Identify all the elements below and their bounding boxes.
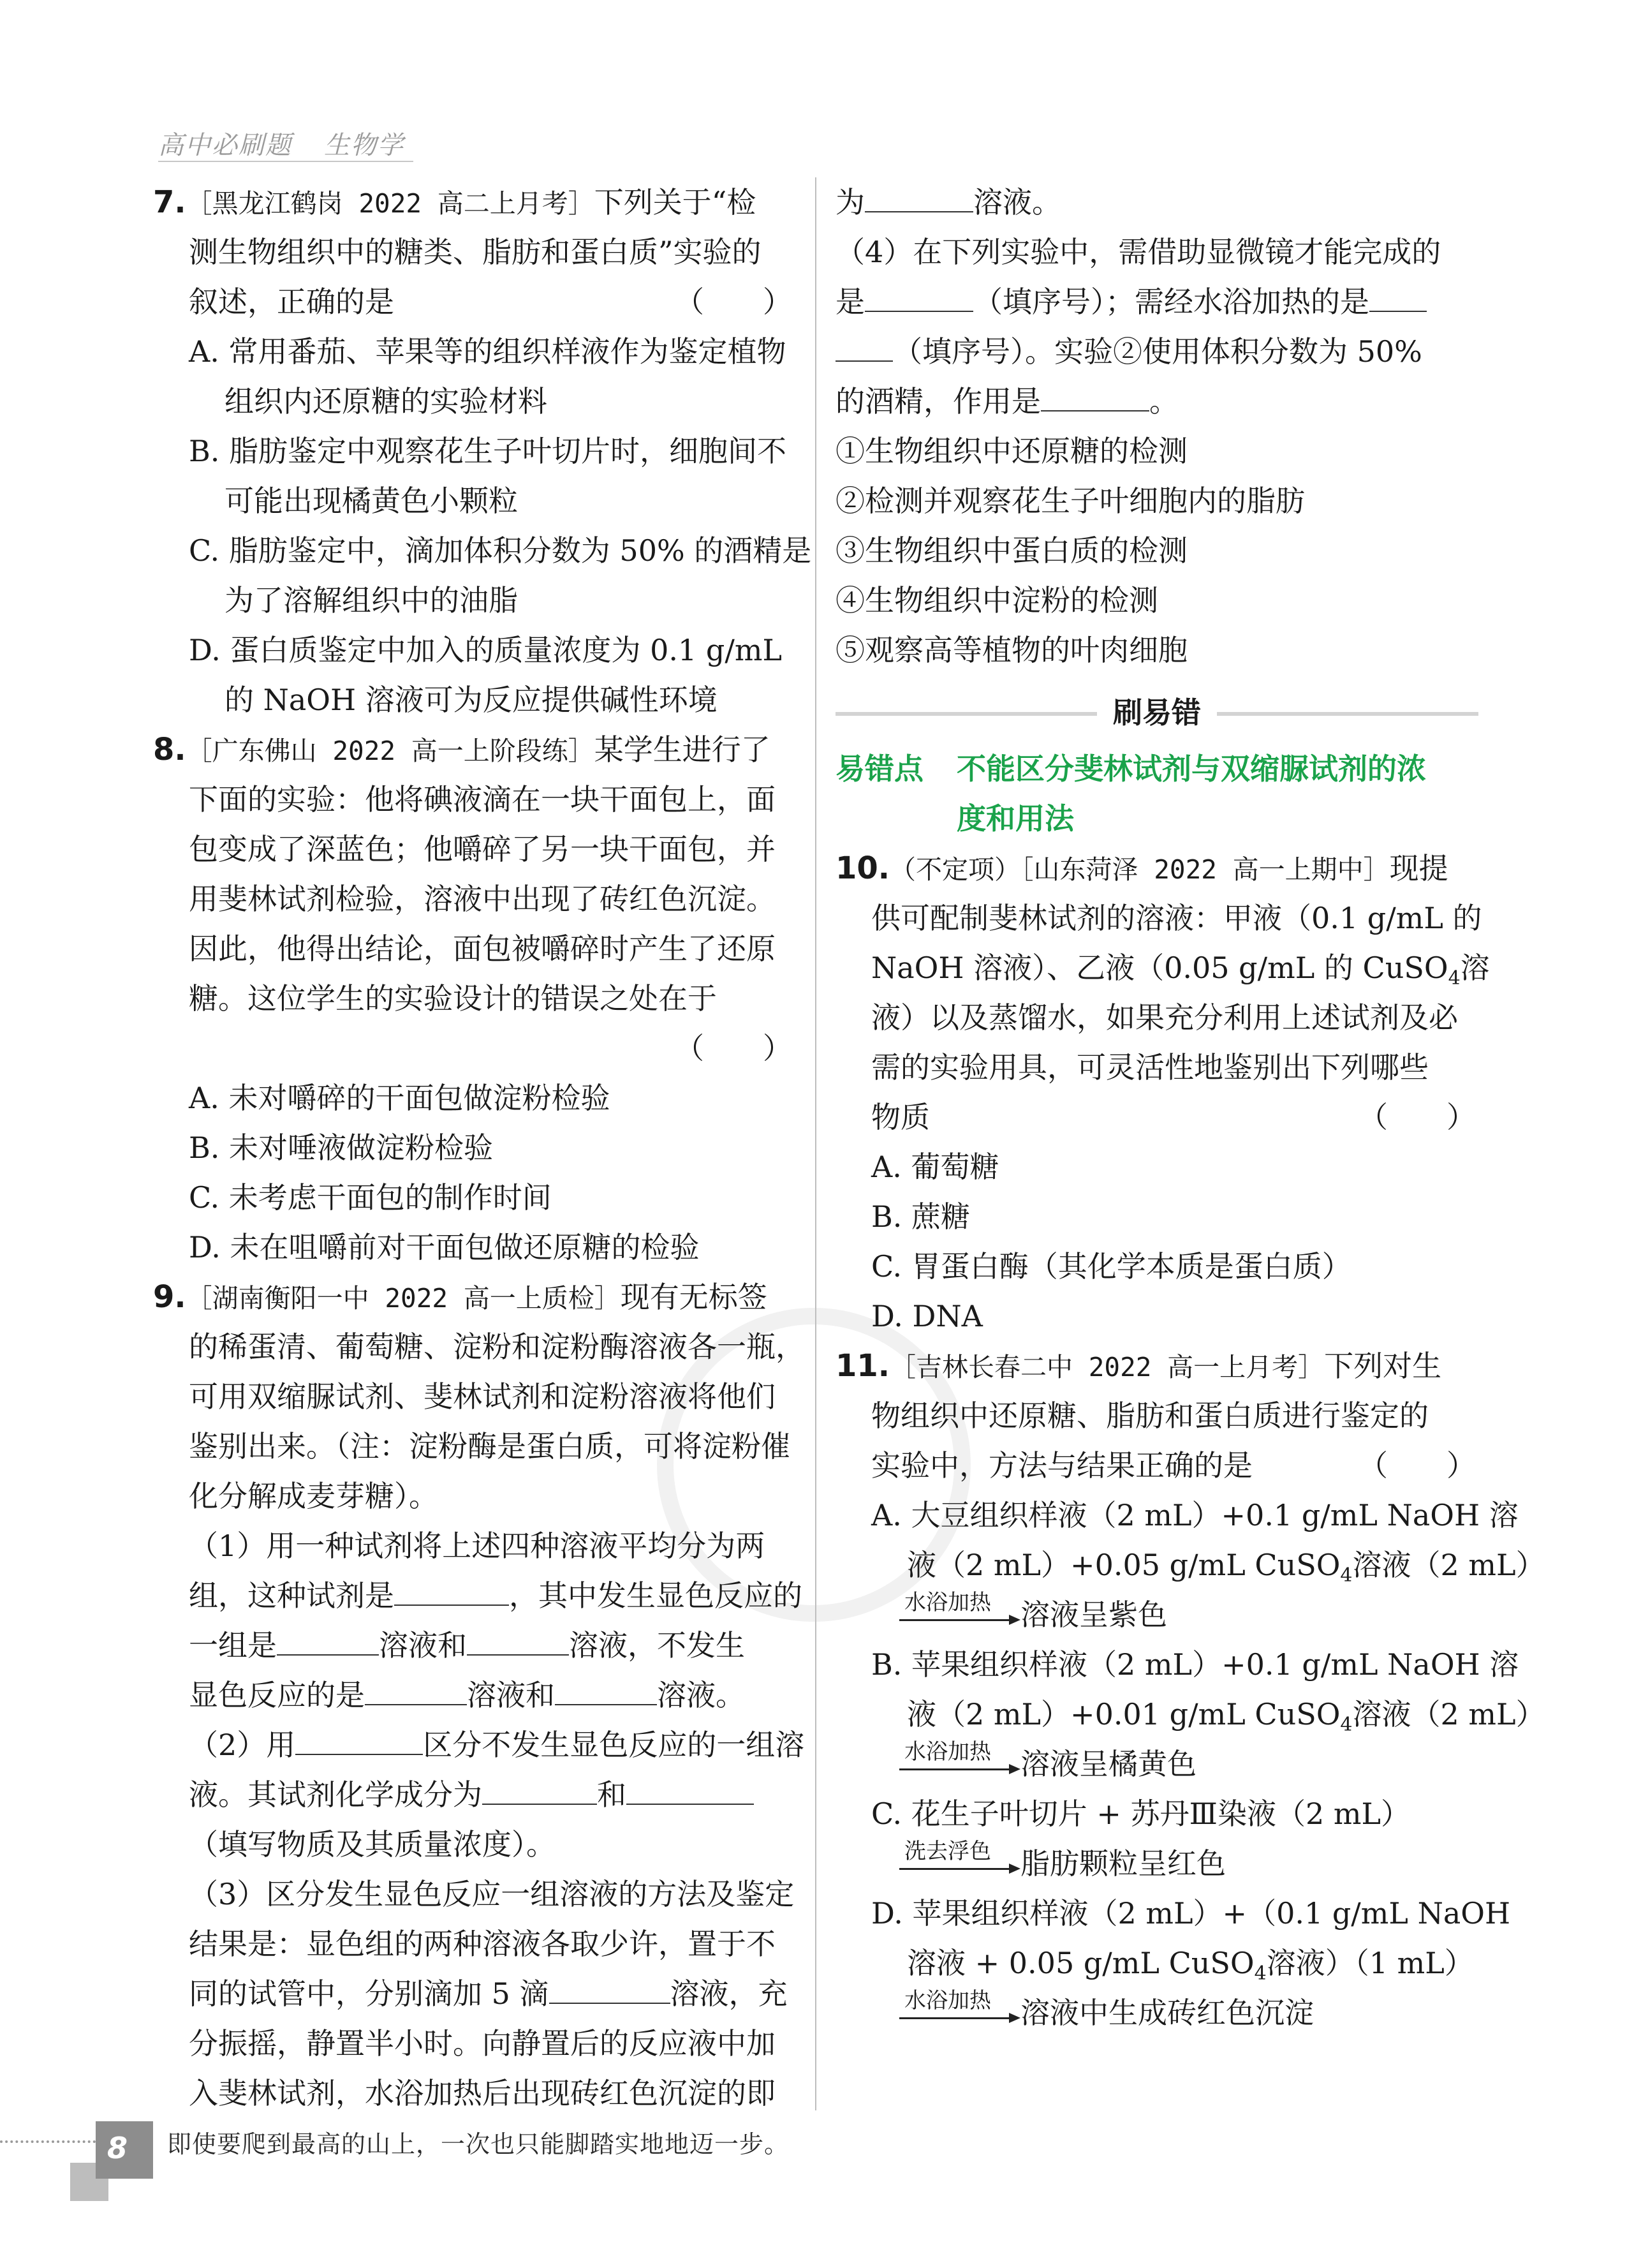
q9-p2-line-2: 液。其试剂化学成分为 和 [153, 1770, 795, 1820]
q9-line-2: 的稀蛋清、葡萄糖、淀粉和淀粉酶溶液各一瓶， [189, 1330, 805, 1364]
answer-paren: （ ） [675, 1031, 792, 1065]
q7-option-c: C. 脂肪鉴定中，滴加体积分数为 50% 的酒精是 [189, 533, 812, 568]
section-title: 刷易错 [1113, 695, 1201, 730]
fill-blank[interactable] [394, 1576, 509, 1606]
q7-option-c-cont: 为了溶解组织中的油脂 [225, 583, 518, 618]
reaction-arrow: 水浴加热 [899, 1739, 1020, 1789]
q8-line-3: 包变成了深蓝色；他嚼碎了另一块干面包，并 [189, 832, 776, 866]
q9-p1-line-3: 一组是 溶液和 溶液，不发生 [153, 1620, 795, 1670]
q7-option-b: B. 脂肪鉴定中观察花生子叶切片时，细胞间不 [189, 434, 787, 468]
q11-option-d-reaction: 水浴加热 溶液中生成砖红色沉淀 [836, 1988, 1478, 2038]
q9-p3-line-4: 分振摇，静置半小时。向静置后的反应液中加 [189, 2026, 776, 2061]
error-point-heading: 易错点 不能区分斐林试剂与双缩脲试剂的浓 [836, 752, 1426, 786]
fill-blank[interactable] [865, 283, 973, 312]
q9-line-5: 化分解成麦芽糖）。 [189, 1479, 438, 1513]
q10-line-1: 10.（不定项）［山东菏泽 2022 高一上期中］现提 [836, 850, 1448, 886]
q11-option-d: D. 苹果组织样液（2 mL）+（0.1 g/mL NaOH [871, 1896, 1511, 1931]
q8-option-d: D. 未在咀嚼前对干面包做还原糖的检验 [189, 1230, 700, 1264]
q8-line-4: 用斐林试剂检验，溶液中出现了砖红色沉淀。 [189, 882, 776, 916]
q7-line-1: 7.［黑龙江鹤岗 2022 高二上月考］下列关于“检 [153, 184, 756, 220]
q8-option-b: B. 未对唾液做淀粉检验 [189, 1130, 494, 1165]
left-column [153, 177, 812, 2118]
q10-line-2: 供可配制斐林试剂的溶液：甲液（0.1 g/mL 的 [871, 901, 1482, 935]
q8-line-5: 因此，他得出结论，面包被嚼碎时产生了还原 [189, 931, 776, 966]
q9-item-2: ②检测并观察花生子叶细胞内的脂肪 [836, 484, 1305, 518]
reaction-arrow: 洗去浮色 [899, 1839, 1020, 1888]
q9-p2-line-1: （2）用 区分不发生显色反应的一组溶 [153, 1720, 795, 1770]
q10-option-d: D. DNA [871, 1299, 983, 1333]
q9-p3-line-3: 同的试管中，分别滴加 5 滴 溶液，充 [153, 1969, 795, 2019]
fill-blank[interactable] [1369, 283, 1427, 312]
answer-paren: （ ） [675, 285, 792, 319]
q11-option-b-cont: 液（2 mL）+0.01 g/mL CuSO$_4$溶液（2 mL） [907, 1697, 1545, 1737]
q11-option-a: A. 大豆组织样液（2 mL）+0.1 g/mL NaOH 溶 [871, 1498, 1519, 1532]
q11-option-a-cont: 液（2 mL）+0.05 g/mL CuSO$_4$溶液（2 mL） [907, 1548, 1545, 1587]
q11-option-d-cont: 溶液 + 0.05 g/mL CuSO$_4$溶液）（1 mL） [907, 1946, 1474, 1985]
q9-p4-line-1: （4）在下列实验中，需借助显微镜才能完成的 [836, 235, 1441, 269]
q11-line-1: 11.［吉林长春二中 2022 高一上月考］下列对生 [836, 1348, 1442, 1384]
fill-blank[interactable] [1041, 382, 1149, 411]
q9-line-1: 9.［湖南衡阳一中 2022 高一上质检］现有无标签 [153, 1279, 767, 1315]
running-header [158, 125, 404, 161]
q9-p1-line-2: 组，这种试剂是 ，其中发生显色反应的 [153, 1571, 795, 1620]
fill-blank[interactable] [482, 1775, 597, 1805]
column-divider [815, 177, 816, 2110]
q10-line-4: 液）以及蒸馏水，如果充分利用上述试剂及必 [871, 1000, 1458, 1035]
page-number: 8 [107, 2131, 128, 2165]
fill-blank[interactable] [295, 1726, 423, 1755]
q9-p3-line-2: 结果是：显色组的两种溶液各取少许，置于不 [189, 1927, 776, 1961]
fill-blank[interactable] [549, 1975, 670, 2004]
q9-p4-line-2: 是 （填序号）；需经水浴加热的是 [836, 277, 1478, 327]
q7-option-d: D. 蛋白质鉴定中加入的质量浓度为 0.1 g/mL [189, 633, 782, 667]
q7-option-a-cont: 组织内还原糖的实验材料 [225, 384, 547, 419]
q9-p4-line-4: 的酒精，作用是 。 [836, 376, 1478, 426]
q7-option-a: A. 常用番茄、苹果等的组织样液作为鉴定植物 [189, 334, 786, 369]
q9-line-4: 鉴别出来。（注：淀粉酶是蛋白质，可将淀粉催 [189, 1429, 790, 1464]
fill-blank[interactable] [555, 1676, 657, 1705]
q7-option-b-cont: 可能出现橘黄色小颗粒 [225, 484, 518, 518]
answer-paren: （ ） [1358, 1448, 1476, 1483]
reaction-arrow: 水浴加热 [899, 1590, 1020, 1640]
q10-option-c: C. 胃蛋白酶（其化学本质是蛋白质） [871, 1249, 1351, 1284]
q10-line-5: 需的实验用具，可灵活性地鉴别出下列哪些 [871, 1050, 1429, 1085]
q9-p1-line-1: （1）用一种试剂将上述四种溶液平均分为两 [189, 1529, 765, 1563]
error-point-heading-cont: 度和用法 [957, 801, 1074, 836]
q11-option-c-reaction: 洗去浮色 脂肪颗粒呈红色 [836, 1839, 1478, 1888]
q9-p3-cont: 为 溶液。 [836, 177, 1478, 227]
q8-line-2: 下面的实验：他将碘液滴在一块干面包上，面 [189, 782, 776, 817]
q9-p3-line-1: （3）区分发生显色反应一组溶液的方法及鉴定 [189, 1877, 795, 1911]
q10-option-a: A. 葡萄糖 [871, 1150, 999, 1184]
header-series: 高中必刷题 [158, 131, 292, 160]
header-rule [158, 161, 413, 162]
q11-line-2: 物组织中还原糖、脂肪和蛋白质进行鉴定的 [871, 1398, 1429, 1433]
q9-p1-line-4: 显色反应的是 溶液和 溶液。 [153, 1670, 795, 1720]
q9-line-3: 可用双缩脲试剂、斐林试剂和淀粉溶液将他们 [189, 1379, 776, 1414]
reaction-arrow: 水浴加热 [899, 1988, 1020, 2038]
q9-item-1: ①生物组织中还原糖的检测 [836, 434, 1188, 468]
fill-blank[interactable] [865, 183, 973, 212]
q7-line-2: 测生物组织中的糖类、脂肪和蛋白质”实验的 [189, 235, 762, 269]
q8-line-6: 糖。这位学生的实验设计的错误之处在于 [189, 981, 717, 1016]
q11-option-c: C. 花生子叶切片 + 苏丹Ⅲ染液（2 mL） [871, 1797, 1411, 1831]
footer-dots [0, 2140, 96, 2143]
answer-paren: （ ） [1358, 1100, 1476, 1134]
q7-option-d-cont: 的 NaOH 溶液可为反应提供碱性环境 [225, 683, 718, 717]
q11-option-a-reaction: 水浴加热 溶液呈紫色 [836, 1590, 1478, 1640]
q10-line-3: NaOH 溶液）、乙液（0.05 g/mL 的 CuSO$_4$溶 [871, 951, 1490, 990]
q9-p2-line-3: （填写物质及其质量浓度）。 [189, 1827, 556, 1862]
q11-line-3: 实验中，方法与结果正确的是 （ ） [836, 1441, 1478, 1490]
q9-item-4: ④生物组织中淀粉的检测 [836, 583, 1158, 618]
q8-line-1: 8.［广东佛山 2022 高一上阶段练］某学生进行了 [153, 732, 770, 767]
q9-item-3: ③生物组织中蛋白质的检测 [836, 533, 1188, 568]
q7-line-3: 叙述，正确的是 （ ） [153, 277, 795, 327]
q9-p4-line-3: （填序号）。实验②使用体积分数为 50% [836, 327, 1478, 376]
q8-option-a: A. 未对嚼碎的干面包做淀粉检验 [189, 1081, 610, 1115]
q11-option-b: B. 苹果组织样液（2 mL）+0.1 g/mL NaOH 溶 [871, 1647, 1519, 1682]
q10-line-6: 物质 （ ） [836, 1092, 1478, 1142]
q8-paren-line [153, 1023, 795, 1073]
fill-blank[interactable] [836, 332, 893, 362]
fill-blank[interactable] [626, 1775, 754, 1805]
section-header [836, 688, 1478, 737]
footer-motto: 即使要爬到最高的山上，一次也只能脚踏实地地迈一步。 [167, 2130, 790, 2158]
header-subject: 生物学 [324, 131, 404, 160]
q8-option-c: C. 未考虑干面包的制作时间 [189, 1180, 552, 1215]
q9-item-5: ⑤观察高等植物的叶肉细胞 [836, 633, 1188, 667]
right-column [836, 177, 1545, 2038]
q10-option-b: B. 蔗糖 [871, 1199, 971, 1234]
fill-blank[interactable] [365, 1676, 467, 1705]
fill-blank[interactable] [277, 1626, 379, 1656]
q11-option-b-reaction: 水浴加热 溶液呈橘黄色 [836, 1739, 1478, 1789]
fill-blank[interactable] [467, 1626, 569, 1656]
q9-p3-line-5: 入斐林试剂，水浴加热后出现砖红色沉淀的即 [189, 2076, 776, 2110]
